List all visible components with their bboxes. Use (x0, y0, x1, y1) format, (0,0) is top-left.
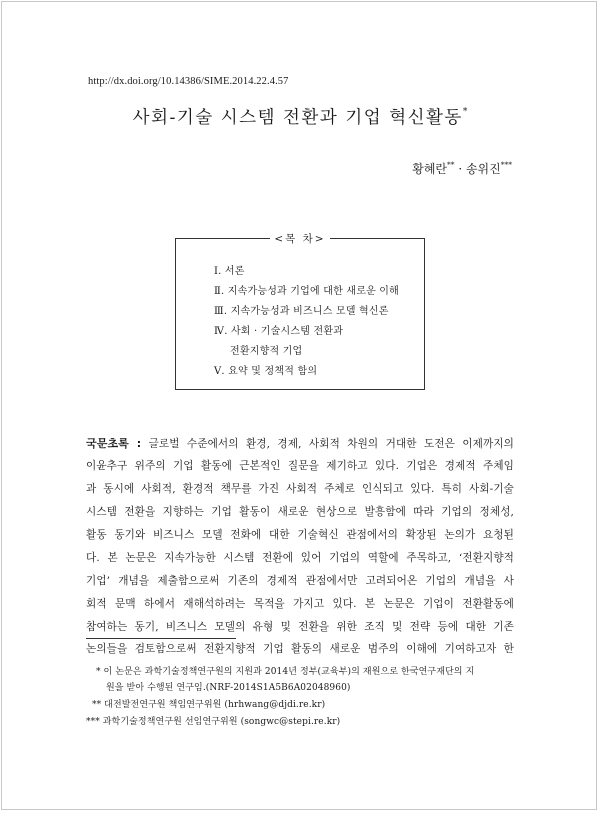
abstract-line-text: 글로벌 수준에서의 환경, 경제, 사회적 차원의 거대한 도전은 이제까지의 (148, 438, 514, 450)
abstract-line: 참여하는 동기, 비즈니스 모델의 유형 및 전환을 위한 조직 및 전략 등에 대한 기존 (86, 621, 514, 633)
abstract-line: 이윤추구 위주의 기업 활동에 근본적인 질문을 제기하고 있다. 기업은 경제적 주체임 (86, 460, 514, 472)
author-footnote-mark: *** (500, 160, 512, 169)
author-footnote-mark: ** (447, 160, 455, 169)
author-name: 송위진 (465, 162, 501, 176)
title-footnote-mark: * (462, 107, 468, 118)
abstract-line: 논의들을 검토함으로써 전환지향적 기업 활동의 새로운 범주의 이해에 기여하고자 한 (86, 643, 514, 655)
toc-item: Ⅰ. 서론 (214, 266, 245, 277)
toc-item: Ⅳ. 사회 · 기술시스템 전환과 (214, 326, 344, 337)
footnote-divider (86, 638, 236, 639)
abstract-line: 과 동시에 사회적, 환경적 책무를 가진 사회적 주체로 인식되고 있다. 특히 사회-기술 (86, 483, 514, 495)
abstract-line: 시스템 전환을 지향하는 기업 활동이 새로운 현상으로 발흥함에 따라 기업의 정체성, (86, 506, 514, 518)
abstract-line: 다. 본 논문은 지속가능한 시스템 전환에 있어 기업의 역할에 주목하고, ‘전환지향적 (86, 552, 514, 564)
footnote-funding: * 이 논문은 과학기술정책연구원의 지원과 2014년 정부(교육부)의 재원으로 한국연구재단의 지 (96, 667, 475, 677)
abstract-label: 국문초록 : (86, 437, 142, 450)
toc-item: 전환지향적 기업 (230, 346, 303, 357)
author-separator: · (454, 162, 466, 176)
abstract-line: 기업’ 개념을 제출함으로써 기존의 경제적 관점에서만 고려되어온 기업의 개념을 사 (86, 575, 514, 587)
toc-item: Ⅱ. 지속가능성과 기업에 대한 새로운 이해 (214, 286, 400, 297)
author-name: 황혜란 (412, 162, 448, 176)
abstract-line (86, 435, 514, 451)
toc-item: Ⅴ. 요약 및 정책적 함의 (214, 366, 318, 377)
author-list (412, 160, 512, 177)
paper-title (0, 104, 600, 129)
toc-item: Ⅲ. 지속가능성과 비즈니스 모델 혁신론 (214, 306, 389, 317)
title-text: 사회-기술 시스템 전환과 기업 혁신활동 (132, 108, 463, 128)
toc-heading-text: <목 차> (270, 233, 329, 245)
abstract-line: 회적 문맥 하에서 재해석하려는 목적을 가지고 있다. 본 논문은 기업이 전환활동에 (86, 598, 514, 610)
footnote-author-2: *** 과학기술정책연구원 선임연구위원 (songwc@stepi.re.kr) (86, 717, 341, 727)
footnote-author-1: ** 대전발전연구원 책임연구위원 (hrhwang@djdi.re.kr) (92, 700, 326, 710)
toc-heading (0, 231, 600, 246)
doi-link[interactable]: http://dx.doi.org/10.14386/SIME.2014.22.4.57 (88, 76, 289, 87)
footnote-funding-continued: 원을 받아 수행된 연구임.(NRF-2014S1A5B6A02048960) (106, 683, 351, 693)
abstract-line: 활동 동기와 비즈니스 모델 전화에 대한 기술혁신 관점에서의 확장된 논의가 요청된 (86, 529, 514, 541)
